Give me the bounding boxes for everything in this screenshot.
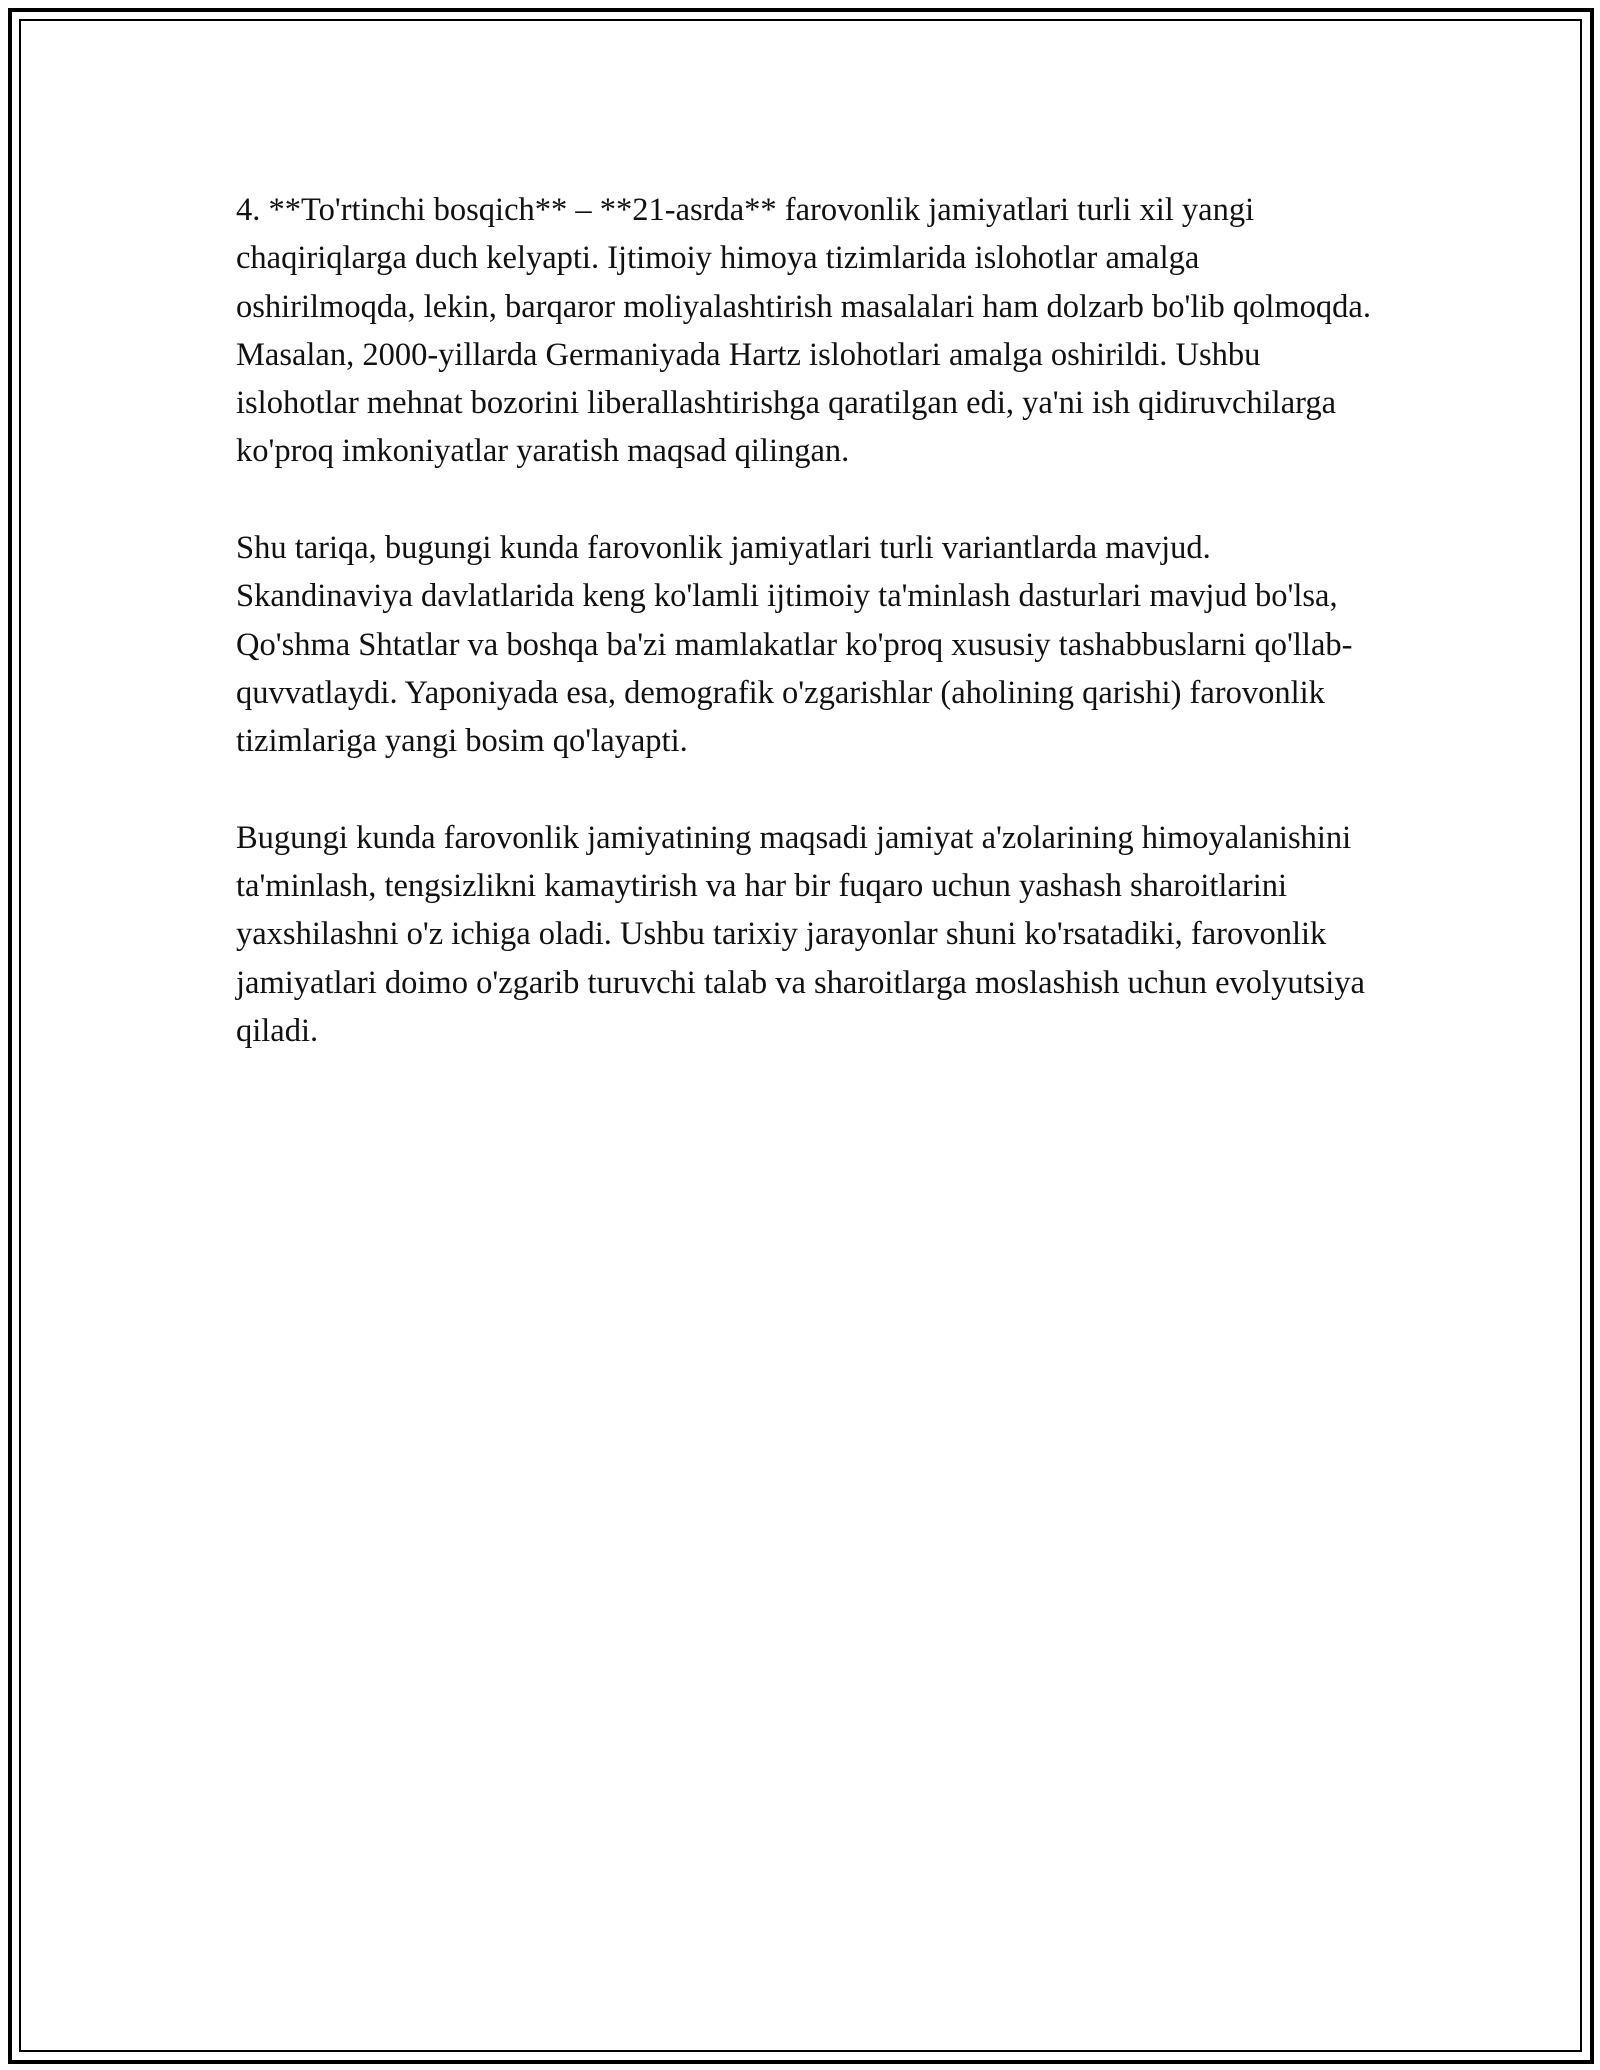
paragraph-conclusion: Bugungi kunda farovonlik jamiyatining maqsadi jamiyat a'zolarining himoyalanishini ta'minlash, tengsizlikni kamaytirish va har bir fuqaro uchun yashash sharoitlarini yaxshilashni o'z ichiga oladi. Ushbu tarixiy jarayonlar shuni ko'rsatadiki, farovonlik jamiyatlari doimo o'zgarib turuvchi talab va sharoitlarga moslashish uchun evolyutsiya qiladi. — [236, 819, 1365, 1050]
paragraph-fourth-stage: 4. **To'rtinchi bosqich** – **21-asrda** farovonlik jamiyatlari turli xil yangi chaqiriqlarga duch kelyapti. Ijtimoiy himoya tizimlarida islohotlar amalga oshirilmoqda, lekin, barqaror moliyalashtirish masalalari ham dolzarb bo'lib qolmoqda. Masalan, 2000-yillarda Germaniyada Hartz islohotlari amalga oshirildi. Ushbu islohotlar mehnat bozorini liberallashtirishga qaratilgan edi, ya'ni ish qidiruvchilarga ko'proq imkoniyatlar yaratish maqsad qilingan. — [236, 192, 1371, 470]
document-body — [236, 186, 1386, 1055]
paragraph-current-variants: Shu tariqa, bugungi kunda farovonlik jamiyatlari turli variantlarda mavjud. Skandinaviya davlatlarida keng ko'lamli ijtimoiy ta'minlash dasturlari mavjud bo'lsa, Qo'shma Shtatlar va boshqa ba'zi mamlakatlar ko'proq xususiy tashabbuslarni qo'llab-quvvatlaydi. Yaponiyada esa, demografik o'zgarishlar (aholining qarishi) farovonlik tizimlariga yangi bosim qo'layapti. — [236, 530, 1353, 760]
